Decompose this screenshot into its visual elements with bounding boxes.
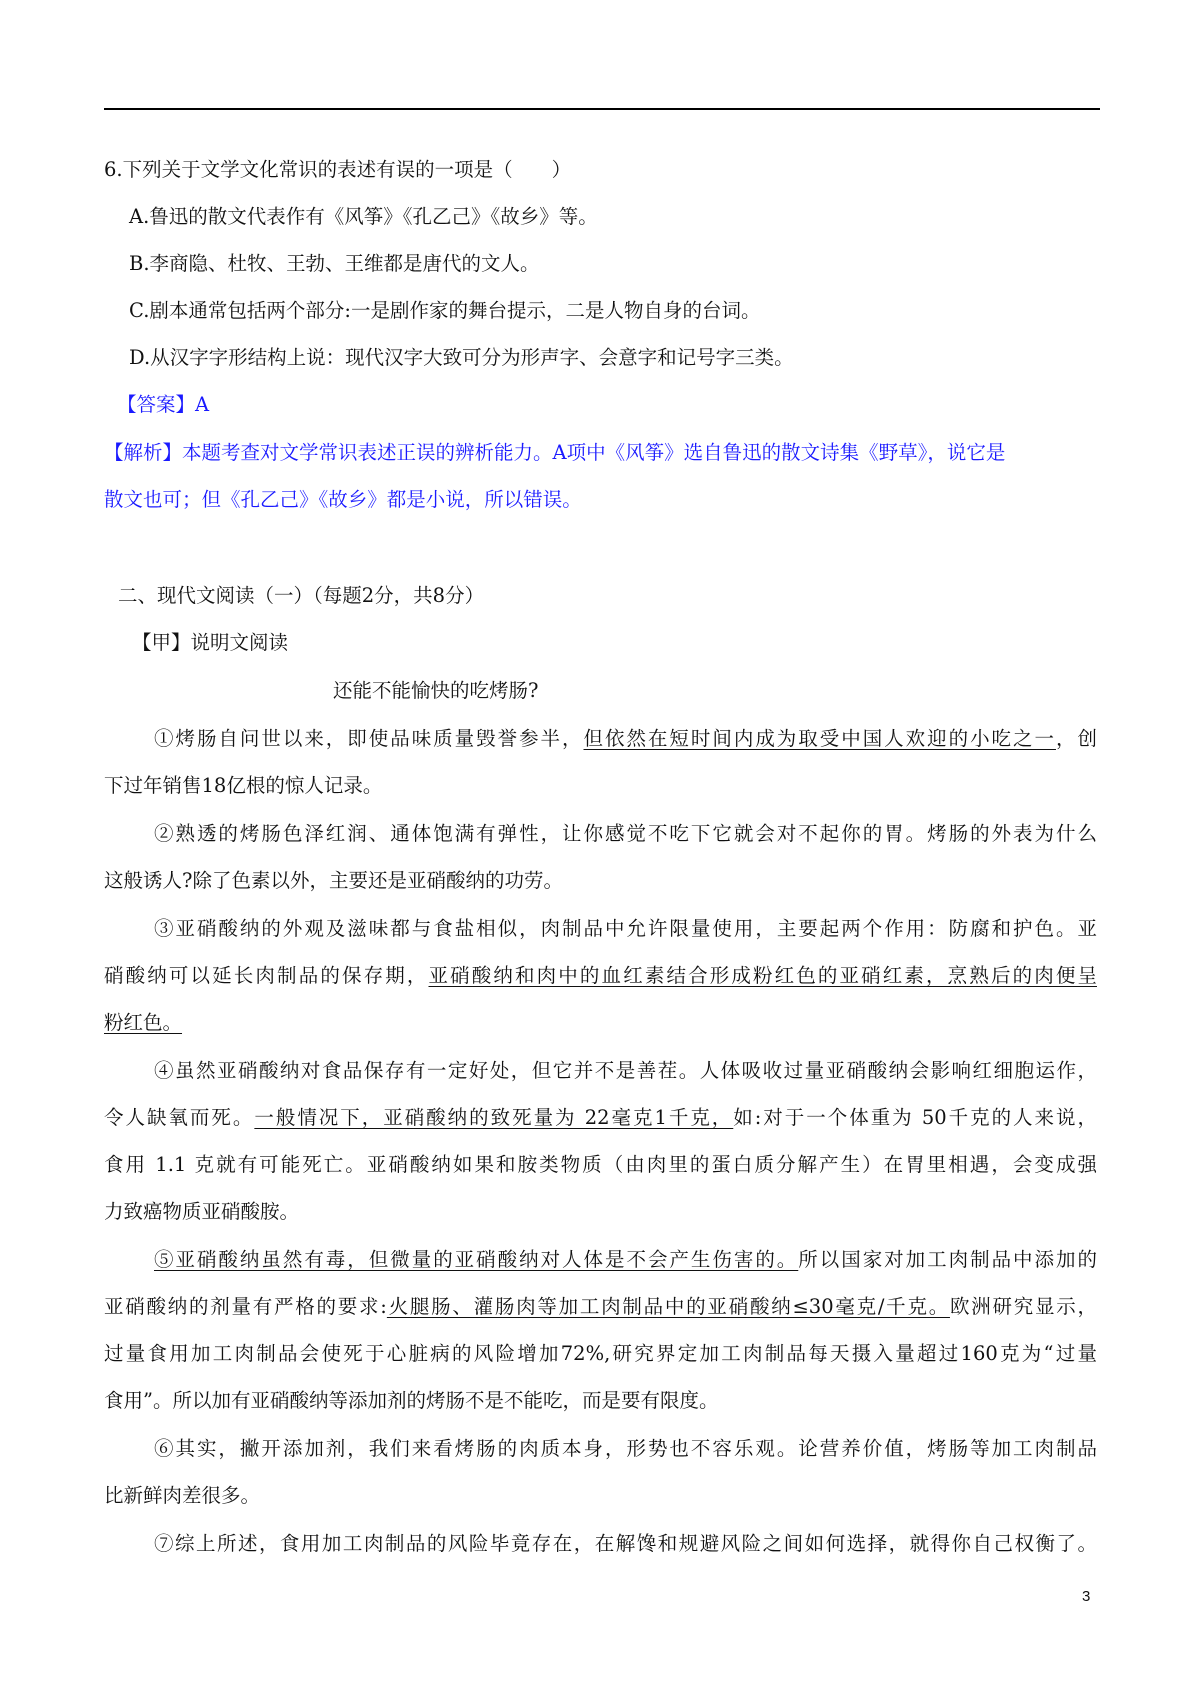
analysis-tag: 【解析】	[104, 441, 183, 464]
paragraph-1-line-2: 下过年销售18亿根的惊人记录。	[104, 774, 383, 797]
paragraph-4-line-2	[104, 1104, 1097, 1132]
p3-underline-1: 亚硝酸纳和肉中的血红素结合形成粉红色的亚硝红素，烹熟后的肉便呈	[428, 964, 1097, 987]
p5-underline-1: ⑤亚硝酸纳虽然有毒，但微量的亚硝酸纳对人体是不会产生伤害的。	[154, 1248, 799, 1271]
paragraph-5-line-4: 食用”。所以加有亚硝酸纳等添加剂的烤肠不是不能吃，而是要有限度。	[104, 1389, 719, 1412]
p5-text-a: 所以国家对加工肉制品中添加的	[798, 1248, 1097, 1271]
paragraph-2-line-2: 这般诱人?除了色素以外，主要还是亚硝酸纳的功劳。	[104, 869, 563, 892]
paragraph-5-line-3: 过量食用加工肉制品会使死于心脏病的风险增加72%,研究界定加工肉制品每天摄入量超过160克为“过量	[104, 1342, 1097, 1365]
paragraph-3-line-1: ③亚硝酸纳的外观及滋味都与食盐相似，肉制品中允许限量使用，主要起两个作用：防腐和护色。亚	[154, 917, 1097, 940]
paragraph-7-line-1: ⑦综上所述，食用加工肉制品的风险毕竟存在，在解馋和规避风险之间如何选择，就得你自己权衡了。	[154, 1532, 1097, 1555]
paragraph-3-line-2	[104, 962, 1097, 990]
answer-line	[117, 391, 209, 419]
analysis-line-1	[104, 439, 1005, 467]
option-a: A.鲁迅的散文代表作有《风筝》《孔乙己》《故乡》等。	[129, 205, 598, 228]
paragraph-6-line-1: ⑥其实，撇开添加剂，我们来看烤肠的肉质本身，形势也不容乐观。论营养价值，烤肠等加工肉制品	[154, 1437, 1097, 1460]
answer-value: A	[195, 393, 210, 416]
section-heading: 二、现代文阅读（一）（每题2分，共8分）	[118, 584, 485, 607]
header-rule	[104, 108, 1100, 110]
p5-text-b: 亚硝酸纳的剂量有严格的要求:	[104, 1295, 387, 1318]
article-title: 还能不能愉快的吃烤肠?	[333, 679, 539, 702]
p3-underline-2: 粉红色。	[104, 1011, 183, 1034]
p1-text-a: ①烤肠自问世以来，即使品味质量毁誉参半，	[154, 727, 584, 750]
analysis-text-1: 本题考查对文学常识表述正误的辨析能力。A项中《风筝》选自鲁迅的散文诗集《野草》，说它是	[182, 441, 1006, 464]
page-number: 3	[1082, 1588, 1091, 1605]
answer-tag: 【答案】	[117, 393, 196, 416]
p4-text-c: 如:对于一个体重为 50千克的人来说，	[733, 1106, 1097, 1129]
p5-underline-2: 火腿肠、灌肠肉等加工肉制品中的亚硝酸纳≤30毫克/千克。	[386, 1295, 950, 1318]
p3-text-b: 硝酸纳可以延长肉制品的保存期，	[104, 964, 429, 987]
p5-text-c: 欧洲研究显示，	[949, 1295, 1097, 1318]
p1-text-b: ，创	[1055, 727, 1097, 750]
p1-underline: 但依然在短时间内成为取受中国人欢迎的小吃之一	[583, 727, 1056, 750]
paragraph-4-line-1: ④虽然亚硝酸纳对食品保存有一定好处，但它并不是善茬。人体吸收过量亚硝酸纳会影响红细胞运作，	[154, 1059, 1097, 1082]
paragraph-3-line-3	[104, 1009, 182, 1037]
option-b: B.李商隐、杜牧、王勃、王维都是唐代的文人。	[129, 252, 540, 275]
paragraph-2-line-1: ②熟透的烤肠色泽红润、通体饱满有弹性，让你感觉不吃下它就会对不起你的胃。烤肠的外表为什么	[154, 822, 1097, 845]
paragraph-4-line-3: 食用 1.1 克就有可能死亡。亚硝酸纳如果和胺类物质（由肉里的蛋白质分解产生）在胃里相遇，会变成强	[104, 1153, 1097, 1176]
paragraph-5-line-1	[154, 1246, 1097, 1274]
section-subheading: 【甲】说明文阅读	[132, 631, 289, 654]
question-stem: 6.下列关于文学文化常识的表述有误的一项是（ ）	[104, 158, 572, 181]
paragraph-6-line-2: 比新鲜肉差很多。	[104, 1484, 261, 1507]
paragraph-5-line-2	[104, 1293, 1097, 1321]
paragraph-1-line-1	[154, 725, 1097, 753]
option-d: D.从汉字字形结构上说：现代汉字大致可分为形声字、会意字和记号字三类。	[129, 346, 794, 369]
option-c: C.剧本通常包括两个部分:一是剧作家的舞台提示，二是人物自身的台词。	[129, 299, 761, 322]
analysis-line-2: 散文也可；但《孔乙己》《故乡》都是小说，所以错误。	[104, 488, 582, 511]
p4-text-b: 令人缺氧而死。	[104, 1106, 255, 1129]
p4-underline: 一般情况下，亚硝酸纳的致死量为 22毫克1千克，	[254, 1106, 734, 1129]
paragraph-4-line-4: 力致癌物质亚硝酸胺。	[104, 1200, 300, 1223]
